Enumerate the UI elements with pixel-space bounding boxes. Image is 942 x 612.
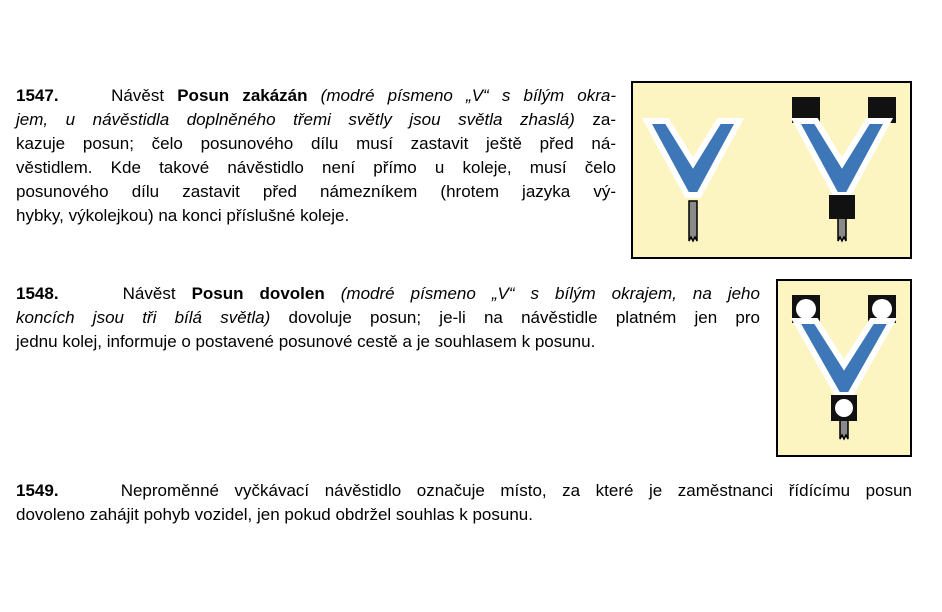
section-1547-line-4: věstidlem. Kde takové návěstidlo není přímo u koleje, musí čelo bbox=[16, 158, 616, 177]
lamp-white-left bbox=[796, 299, 816, 319]
sign-v-lamps-off bbox=[792, 97, 896, 241]
posun-zakazan-signs bbox=[633, 83, 910, 257]
section-1548-line-1: 1548. Návěst Posun dovolen (modré písmeno „V“ s bílým okrajem, na jeho bbox=[16, 284, 760, 303]
section-1549 bbox=[16, 479, 912, 527]
section-1547-line-3: kazuje posun; čelo posunového dílu musí zastavit ještě před ná- bbox=[16, 134, 616, 153]
posun-dovolen-sign bbox=[778, 281, 910, 455]
figure-posun-dovolen bbox=[776, 279, 912, 457]
signal-name: Posun zakázán bbox=[177, 86, 308, 105]
section-1547-line-6: hybky, výkolejkou) na konci příslušné koleje. bbox=[16, 206, 350, 225]
section-number: 1548. bbox=[16, 284, 59, 303]
lamp-white-bottom bbox=[835, 399, 853, 417]
signal-name: Posun dovolen bbox=[191, 284, 325, 303]
section-number: 1549. bbox=[16, 481, 59, 500]
section-1547 bbox=[16, 84, 616, 228]
section-1548-line-3: jednu kolej, informuje o postavené posunové cestě a je souhlasem k posunu. bbox=[16, 332, 596, 351]
v-letter-blue bbox=[796, 321, 892, 395]
section-1548 bbox=[16, 282, 760, 354]
lamp-dark-bottom bbox=[829, 195, 855, 219]
section-1549-line-1: 1549. Neproměnné vyčkávací návěstidlo označuje místo, za které je zaměstnanci řídícímu posun bbox=[16, 481, 912, 500]
sign-v-plain bbox=[647, 121, 739, 241]
section-1549-line-2: dovoleno zahájit pohyb vozidel, jen pokud obdržel souhlas k posunu. bbox=[16, 505, 533, 524]
lamp-white-right bbox=[872, 299, 892, 319]
sign-v-lamps-on bbox=[792, 295, 896, 439]
v-letter-blue bbox=[796, 121, 888, 195]
v-letter-blue bbox=[647, 121, 739, 195]
section-1547-line-2: jem, u návěstidla doplněného třemi světly jsou světla zhaslá) za- bbox=[16, 110, 617, 129]
section-number: 1547. bbox=[16, 86, 59, 105]
section-1548-line-2: koncích jsou tři bílá světla) dovoluje posun; je-li na návěstidle platném jen pro bbox=[16, 308, 761, 327]
section-1547-line-5: posunového dílu zastavit před námezníkem (hrotem jazyka vý- bbox=[16, 182, 616, 201]
signal-post bbox=[689, 201, 697, 241]
section-1547-line-1: 1547. Návěst Posun zakázán (modré písmeno „V“ s bílým okra- bbox=[16, 86, 616, 105]
figure-posun-zakazan bbox=[631, 81, 912, 259]
